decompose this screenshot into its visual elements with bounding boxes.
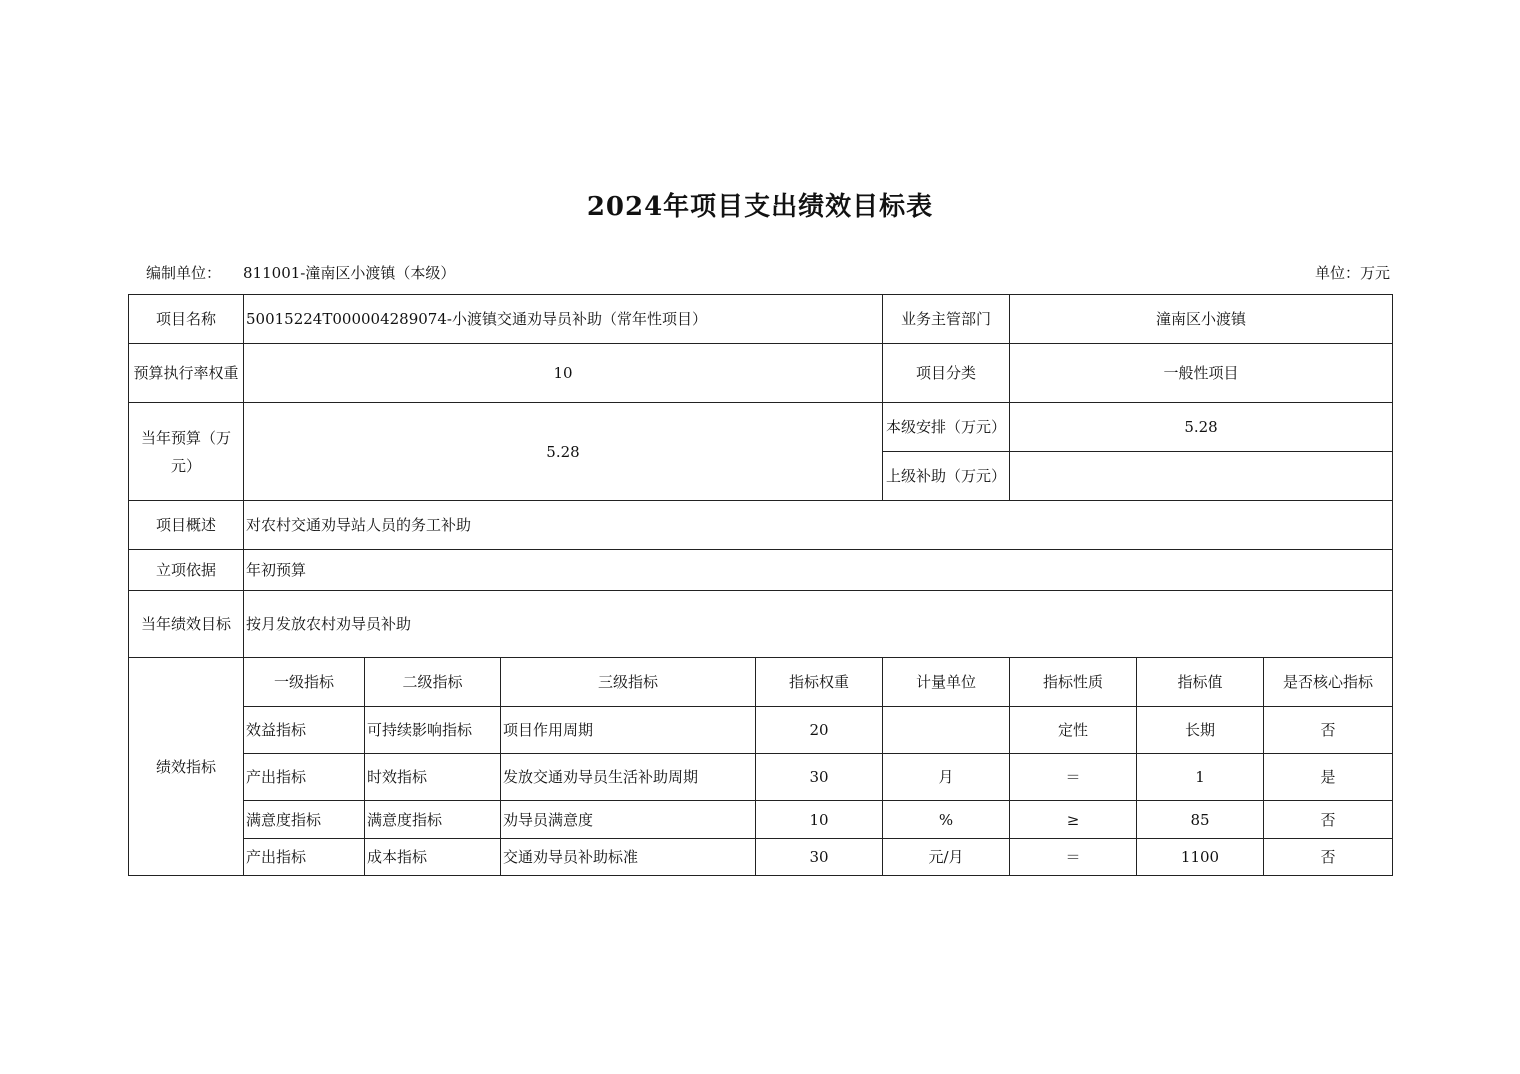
- cell-weight: 30: [756, 839, 883, 876]
- cell-level3: 交通劝导员补助标准: [501, 839, 756, 876]
- cell-weight: 30: [756, 754, 883, 801]
- cell-core: 是: [1264, 754, 1393, 801]
- cell-nature: ≥: [1010, 801, 1137, 839]
- table-row: [129, 754, 1393, 801]
- row-weight: [129, 344, 1393, 403]
- header-unit: 计量单位: [883, 658, 1010, 707]
- cell-level2: 时效指标: [365, 754, 501, 801]
- cell-level1: 产出指标: [244, 839, 365, 876]
- header-level2: 二级指标: [365, 658, 501, 707]
- currency-unit: 单位：万元: [1314, 264, 1390, 282]
- performance-table: [128, 294, 1393, 876]
- header-value: 指标值: [1137, 658, 1264, 707]
- overview-value: 对农村交通劝导站人员的务工补助: [244, 501, 1393, 550]
- cell-level2: 满意度指标: [365, 801, 501, 839]
- row-project-name: [129, 295, 1393, 344]
- dept-value: 潼南区小渡镇: [1010, 295, 1393, 344]
- cell-weight: 20: [756, 707, 883, 754]
- cell-nature: ＝: [1010, 839, 1137, 876]
- cell-value: 1100: [1137, 839, 1264, 876]
- cell-core: 否: [1264, 801, 1393, 839]
- indicators-section-label: 绩效指标: [129, 658, 244, 876]
- compiling-unit-label: 编制单位：: [146, 264, 222, 282]
- indicator-header-row: [129, 658, 1393, 707]
- upper-value: [1010, 452, 1393, 501]
- table-row: [129, 801, 1393, 839]
- weight-value: 10: [244, 344, 883, 403]
- cell-unit: 月: [883, 754, 1010, 801]
- row-budget-local: [129, 403, 1393, 452]
- header-nature: 指标性质: [1010, 658, 1137, 707]
- row-goal: [129, 591, 1393, 658]
- cell-level2: 可持续影响指标: [365, 707, 501, 754]
- basis-label: 立项依据: [129, 550, 244, 591]
- project-name-label: 项目名称: [129, 295, 244, 344]
- budget-value: 5.28: [244, 403, 883, 501]
- category-value: 一般性项目: [1010, 344, 1393, 403]
- goal-value: 按月发放农村劝导员补助: [244, 591, 1393, 658]
- compiling-unit-value: 811001-潼南区小渡镇（本级）: [243, 264, 456, 282]
- header-level3: 三级指标: [501, 658, 756, 707]
- compiling-unit: [146, 262, 455, 283]
- cell-level1: 满意度指标: [244, 801, 365, 839]
- row-basis: [129, 550, 1393, 591]
- cell-level1: 产出指标: [244, 754, 365, 801]
- cell-level3: 发放交通劝导员生活补助周期: [501, 754, 756, 801]
- cell-nature: 定性: [1010, 707, 1137, 754]
- cell-unit: [883, 707, 1010, 754]
- local-label: 本级安排（万元）: [883, 403, 1010, 452]
- budget-label: 当年预算（万元）: [129, 403, 244, 501]
- table-row: [129, 839, 1393, 876]
- header-core: 是否核心指标: [1264, 658, 1393, 707]
- cell-level2: 成本指标: [365, 839, 501, 876]
- weight-label: 预算执行率权重: [129, 344, 244, 403]
- header-level1: 一级指标: [244, 658, 365, 707]
- cell-level1: 效益指标: [244, 707, 365, 754]
- upper-label: 上级补助（万元）: [883, 452, 1010, 501]
- dept-label: 业务主管部门: [883, 295, 1010, 344]
- category-label: 项目分类: [883, 344, 1010, 403]
- page-title: 2024年项目支出绩效目标表: [586, 192, 934, 222]
- project-name-value: 50015224T000004289074-小渡镇交通劝导员补助（常年性项目）: [244, 295, 883, 344]
- cell-value: 85: [1137, 801, 1264, 839]
- overview-label: 项目概述: [129, 501, 244, 550]
- cell-value: 1: [1137, 754, 1264, 801]
- cell-nature: ＝: [1010, 754, 1137, 801]
- header-weight: 指标权重: [756, 658, 883, 707]
- cell-core: 否: [1264, 839, 1393, 876]
- row-overview: [129, 501, 1393, 550]
- cell-unit: 元/月: [883, 839, 1010, 876]
- cell-unit: %: [883, 801, 1010, 839]
- table-row: [129, 707, 1393, 754]
- basis-value: 年初预算: [244, 550, 1393, 591]
- cell-value: 长期: [1137, 707, 1264, 754]
- cell-weight: 10: [756, 801, 883, 839]
- cell-core: 否: [1264, 707, 1393, 754]
- goal-label: 当年绩效目标: [129, 591, 244, 658]
- cell-level3: 劝导员满意度: [501, 801, 756, 839]
- local-value: 5.28: [1010, 403, 1393, 452]
- cell-level3: 项目作用周期: [501, 707, 756, 754]
